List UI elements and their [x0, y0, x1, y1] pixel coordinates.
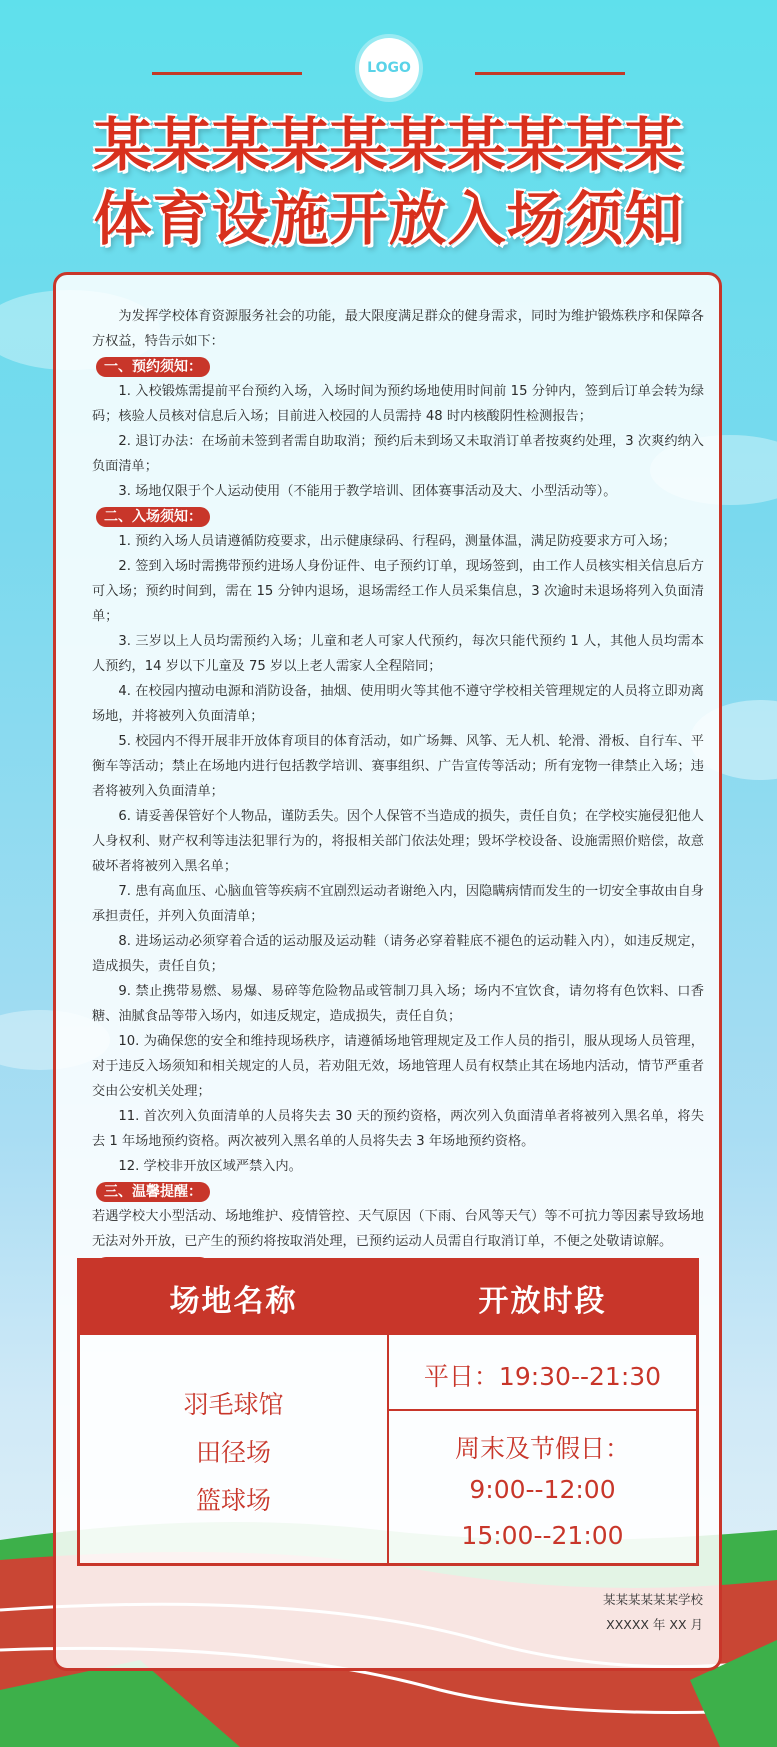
section-heading: 一、预约须知：	[96, 357, 210, 377]
time-column-header: 开放时段	[478, 1284, 607, 1319]
venue-name: 羽毛球馆	[183, 1390, 284, 1419]
list-item: 3. 场地仅限于个人运动使用（不能用于教学培训、团体赛事活动及大、小型活动等）。	[118, 484, 617, 499]
list-item: 1. 入校锻炼需提前平台预约入场，入场时间为预约场地使用时间前 15 分钟内，签到后订单会转为绿码；核验人员核对信息后入场；目前进入校园的人员需持 48 时内核酸阴性检测报告；	[92, 384, 704, 424]
venue-column-header: 场地名称	[169, 1284, 298, 1319]
page-title-line1: 某某某某某某某某某某	[93, 111, 684, 179]
list-item: 若遇学校大小型活动、场地维护、疫情管控、天气原因（下雨、台风等天气）等不可抗力等因素导致场地无法对外开放，已产生的预约将按取消处理，已预约运动人员需自行取消订单，不便之处敬请谅解。	[92, 1209, 704, 1249]
weekday-hours: 平日：19:30--21:30	[423, 1362, 662, 1391]
column-divider	[387, 1261, 389, 1563]
schedule-table	[77, 1258, 699, 1566]
header-rule-left	[152, 72, 302, 75]
weekend-slot: 15:00--21:00	[461, 1521, 624, 1550]
list-item: 6. 请妥善保管好个人物品，谨防丢失。因个人保管不当造成的损失，责任自负；在学校实施侵犯他人人身权利、财产权利等违法犯罪行为的，将报相关部门依法处理；毁坏学校设备、设施需照价赔偿，故意破坏者将被列入黑名单；	[92, 809, 704, 874]
school-signature: 某某某某某某学校	[602, 1592, 703, 1607]
list-item: 9. 禁止携带易燃、易爆、易碎等危险物品或管制刀具入场；场内不宜饮食，请勿将有色饮料、口香糖、油腻食品等带入场内，如违反规定，造成损失，责任自负；	[92, 984, 704, 1024]
list-item: 8. 进场运动必须穿着合适的运动服及运动鞋（请务必穿着鞋底不褪色的运动鞋入内），如违反规定，造成损失，责任自负；	[92, 934, 704, 974]
weekend-slot: 9:00--12:00	[469, 1475, 616, 1504]
weekend-label: 周末及节假日：	[454, 1434, 630, 1463]
notice-content	[92, 304, 704, 1279]
list-item: 10. 为确保您的安全和维持现场秩序，请遵循场地管理规定及工作人员的指引，服从现场人员管理，对于违反入场须知和相关规定的人员，若劝阻无效，场地管理人员有权禁止其在场地内活动，情节严重者交由公安机关处理；	[92, 1034, 704, 1099]
list-item: 1. 预约入场人员请遵循防疫要求，出示健康绿码、行程码，测量体温，满足防疫要求方可入场；	[118, 534, 676, 549]
list-item: 12. 学校非开放区域严禁入内。	[118, 1159, 302, 1174]
list-item: 5. 校园内不得开展非开放体育项目的体育活动，如广场舞、风筝、无人机、轮滑、滑板、自行车、平衡车等活动；禁止在场地内进行包括教学培训、赛事组织、广告宣传等活动；所有宠物一律禁止入场；违者将被列入负面清单；	[92, 734, 704, 799]
section-heading: 二、入场须知：	[96, 507, 210, 527]
venue-name: 篮球场	[195, 1486, 271, 1515]
logo: LOGO	[359, 38, 419, 98]
list-item: 4. 在校园内擅动电源和消防设备，抽烟、使用明火等其他不遵守学校相关管理规定的人员将立即劝离场地，并将被列入负面清单；	[92, 684, 704, 724]
intro-paragraph: 为发挥学校体育资源服务社会的功能，最大限度满足群众的健身需求，同时为维护锻炼秩序和保障各方权益，特告示如下：	[92, 309, 704, 349]
row-divider	[389, 1409, 696, 1411]
list-item: 2. 退订办法：在场前未签到者需自助取消；预约后未到场又未取消订单者按爽约处理，3 次爽约纳入负面清单；	[92, 434, 704, 474]
header-rule-right	[475, 72, 625, 75]
issue-date: XXXXX 年 XX 月	[606, 1617, 703, 1632]
section-heading: 三、温馨提醒：	[96, 1182, 210, 1202]
list-item: 3. 三岁以上人员均需预约入场；儿童和老人可家人代预约，每次只能代预约 1 人，其他人员均需本人预约，14 岁以下儿童及 75 岁以上老人需家人全程陪同；	[92, 634, 704, 674]
list-item: 7. 患有高血压、心脑血管等疾病不宜剧烈运动者谢绝入内，因隐瞒病情而发生的一切安全事故由自身承担责任，并列入负面清单；	[92, 884, 704, 924]
page-title-line2: 体育设施开放入场须知	[93, 185, 684, 253]
list-item: 11. 首次列入负面清单的人员将失去 30 天的预约资格，两次列入负面清单者将被列入黑名单，将失去 1 年场地预约资格。两次被列入黑名单的人员将失去 3 年场地预约资格。	[92, 1109, 704, 1149]
list-item: 2. 签到入场时需携带预约进场人身份证件、电子预约订单，现场签到，由工作人员核实相关信息后方可入场；预约时间到，需在 15 分钟内退场，退场需经工作人员采集信息，3 次逾时未退场将列入负面清单；	[92, 559, 704, 624]
venue-name: 田径场	[195, 1438, 271, 1467]
